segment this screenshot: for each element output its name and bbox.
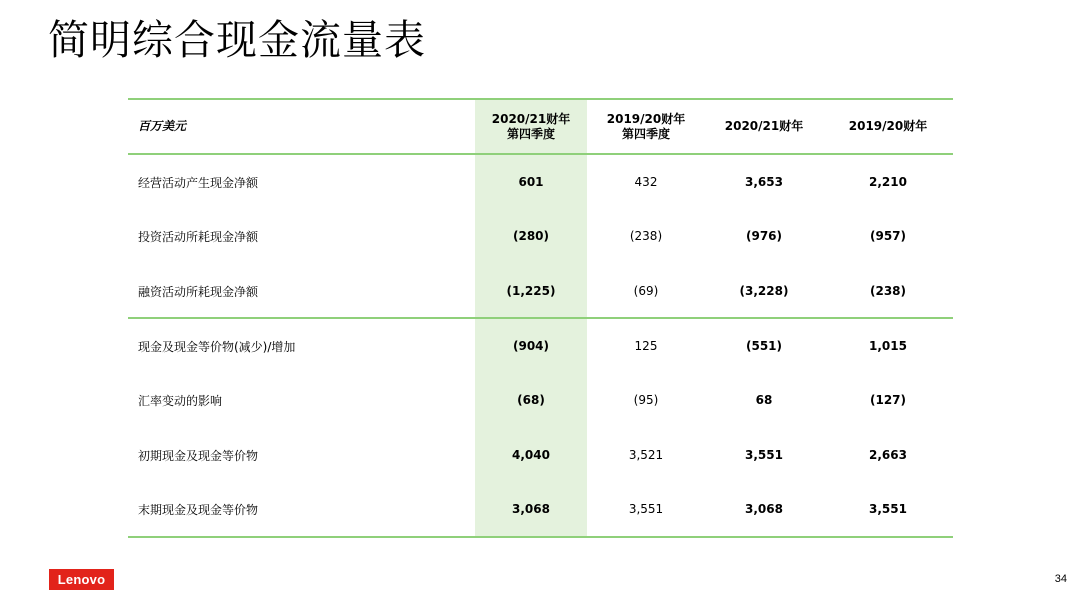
table-cell: (904) [512,339,550,353]
table-cell: (551) [745,339,783,353]
row-label: 现金及现金等价物(减少)/增加 [138,339,296,354]
table-cell: (957) [869,229,907,243]
column-header [823,100,953,153]
table-cell: 3,551 [628,502,664,516]
column-header-line2: 第四季度 [621,126,670,141]
table-cell: (69) [633,284,659,298]
table-cell: 68 [755,393,773,407]
column-header-line1: 2019/20财年 [848,119,928,133]
table-cell: 601 [518,175,544,189]
table-cell: 4,040 [512,448,550,462]
unit-label: 百万美元 [138,119,187,133]
table-header-row [128,100,953,153]
table-row [128,373,953,427]
table-cell: (1,225) [506,284,556,298]
table-cell: (127) [869,393,907,407]
column-header [475,100,587,153]
row-label: 经营活动产生现金净额 [138,175,259,190]
table-row [128,155,953,209]
table-cell: 2,663 [869,448,907,462]
table-row [128,264,953,318]
table-cell: 3,653 [745,175,783,189]
table-cell: 3,551 [869,502,907,516]
column-header [587,100,705,153]
row-label: 融资活动所耗现金净额 [138,284,259,299]
column-header-line2: 第四季度 [506,126,555,141]
row-label: 初期现金及现金等价物 [138,448,259,463]
lenovo-logo: Lenovo [49,569,114,590]
page-title: 简明综合现金流量表 [48,16,426,64]
row-label: 末期现金及现金等价物 [138,502,259,517]
row-label: 汇率变动的影响 [138,393,223,408]
table-cell: (238) [869,284,907,298]
table-cell: 2,210 [869,175,907,189]
column-header [705,100,823,153]
table-cell: (68) [517,393,545,407]
table-cell: (3,228) [739,284,789,298]
table-cell: 1,015 [869,339,907,353]
row-label: 投资活动所耗现金净额 [138,229,259,244]
table-cell: 125 [634,339,658,353]
table-cell: 3,068 [745,502,783,516]
table-cell: (238) [629,229,663,243]
table-cell: (95) [633,393,659,407]
column-header-line1: 2020/21财年 [724,119,804,133]
page-number: 34 [1054,573,1067,585]
table-cell: 3,068 [512,502,550,516]
table-cell: (280) [512,229,550,243]
table-bottom-rule [128,536,953,538]
table-cell: 3,521 [628,448,664,462]
table-cell: 432 [634,175,658,189]
column-header-line1: 2019/20财年 [606,111,686,126]
table-row [128,319,953,373]
table-row [128,482,953,536]
column-header-line1: 2020/21财年 [491,111,571,126]
table-row [128,428,953,482]
table-cell: (976) [745,229,783,243]
cash-flow-table [128,98,953,538]
table-cell: 3,551 [745,448,783,462]
table-row [128,209,953,263]
